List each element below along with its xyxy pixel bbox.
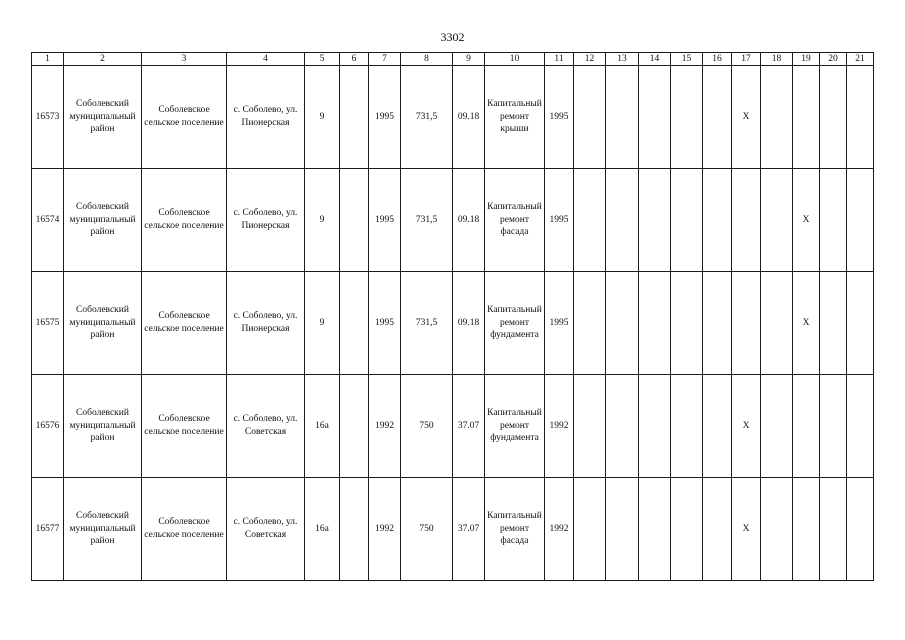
column-9-cell: 37.07	[453, 478, 485, 581]
column-21-cell	[847, 169, 874, 272]
year-built-cell: 1995	[369, 169, 401, 272]
table-row	[32, 169, 874, 272]
area-cell: 731,5	[401, 66, 453, 169]
column-15-cell	[671, 169, 703, 272]
column-15-cell	[671, 375, 703, 478]
house-number-cell: 9	[305, 272, 340, 375]
column-number: 5	[305, 53, 340, 66]
column-number: 18	[761, 53, 793, 66]
area-cell: 750	[401, 375, 453, 478]
house-number-cell: 9	[305, 66, 340, 169]
year-built-cell: 1992	[369, 375, 401, 478]
record-id-cell: 16575	[32, 272, 64, 375]
district-cell: Соболевский муниципальный район	[64, 478, 142, 581]
column-14-cell	[639, 375, 671, 478]
column-13-cell	[606, 375, 639, 478]
year-built-cell: 1995	[369, 66, 401, 169]
page-number: 3302	[440, 30, 465, 44]
column-13-cell	[606, 66, 639, 169]
column-6-cell	[340, 478, 369, 581]
table-row	[32, 66, 874, 169]
column-9-cell: 09.18	[453, 66, 485, 169]
work-type-cell: Капитальный ремонт крыши	[485, 66, 545, 169]
address-cell: с. Соболево, ул. Советская	[227, 375, 305, 478]
column-19-mark-cell	[793, 375, 820, 478]
column-16-cell	[703, 375, 732, 478]
column-12-cell	[574, 375, 606, 478]
column-18-cell	[761, 375, 793, 478]
column-9-cell: 37.07	[453, 375, 485, 478]
column-number: 8	[401, 53, 453, 66]
column-number: 1	[32, 53, 64, 66]
area-cell: 750	[401, 478, 453, 581]
column-number: 9	[453, 53, 485, 66]
column-21-cell	[847, 66, 874, 169]
column-number: 6	[340, 53, 369, 66]
column-15-cell	[671, 272, 703, 375]
column-11-cell: 1995	[545, 169, 574, 272]
address-cell: с. Соболево, ул. Пионерская	[227, 66, 305, 169]
column-17-mark-cell: X	[732, 375, 761, 478]
work-type-cell: Капитальный ремонт фасада	[485, 478, 545, 581]
column-18-cell	[761, 272, 793, 375]
column-number: 12	[574, 53, 606, 66]
settlement-cell: Соболевское сельское поселение	[142, 375, 227, 478]
record-id-cell: 16573	[32, 66, 64, 169]
column-6-cell	[340, 169, 369, 272]
column-number: 15	[671, 53, 703, 66]
table-row	[32, 478, 874, 581]
column-17-mark-cell: X	[732, 478, 761, 581]
column-18-cell	[761, 478, 793, 581]
column-14-cell	[639, 169, 671, 272]
column-19-mark-cell	[793, 478, 820, 581]
column-number: 7	[369, 53, 401, 66]
column-number: 11	[545, 53, 574, 66]
column-20-cell	[820, 478, 847, 581]
column-14-cell	[639, 272, 671, 375]
column-17-mark-cell	[732, 169, 761, 272]
column-number-row	[32, 53, 874, 66]
column-21-cell	[847, 375, 874, 478]
column-number: 21	[847, 53, 874, 66]
column-21-cell	[847, 478, 874, 581]
column-9-cell: 09.18	[453, 169, 485, 272]
column-21-cell	[847, 272, 874, 375]
column-11-cell: 1992	[545, 478, 574, 581]
column-13-cell	[606, 478, 639, 581]
column-20-cell	[820, 169, 847, 272]
column-20-cell	[820, 66, 847, 169]
column-11-cell: 1995	[545, 272, 574, 375]
district-cell: Соболевский муниципальный район	[64, 375, 142, 478]
column-19-mark-cell: X	[793, 169, 820, 272]
address-cell: с. Соболево, ул. Пионерская	[227, 169, 305, 272]
column-20-cell	[820, 375, 847, 478]
column-20-cell	[820, 272, 847, 375]
year-built-cell: 1995	[369, 272, 401, 375]
house-number-cell: 9	[305, 169, 340, 272]
column-13-cell	[606, 272, 639, 375]
house-number-cell: 16а	[305, 375, 340, 478]
column-12-cell	[574, 66, 606, 169]
address-cell: с. Соболево, ул. Пионерская	[227, 272, 305, 375]
district-cell: Соболевский муниципальный район	[64, 272, 142, 375]
house-number-cell: 16а	[305, 478, 340, 581]
column-number: 19	[793, 53, 820, 66]
column-number: 3	[142, 53, 227, 66]
column-16-cell	[703, 272, 732, 375]
column-number: 10	[485, 53, 545, 66]
column-16-cell	[703, 66, 732, 169]
record-id-cell: 16577	[32, 478, 64, 581]
column-6-cell	[340, 375, 369, 478]
column-number: 2	[64, 53, 142, 66]
column-18-cell	[761, 66, 793, 169]
column-18-cell	[761, 169, 793, 272]
table-row	[32, 272, 874, 375]
column-11-cell: 1995	[545, 66, 574, 169]
column-11-cell: 1992	[545, 375, 574, 478]
work-type-cell: Капитальный ремонт фасада	[485, 169, 545, 272]
work-type-cell: Капитальный ремонт фундамента	[485, 272, 545, 375]
address-cell: с. Соболево, ул. Советская	[227, 478, 305, 581]
settlement-cell: Соболевское сельское поселение	[142, 66, 227, 169]
work-type-cell: Капитальный ремонт фундамента	[485, 375, 545, 478]
register-table	[31, 52, 874, 581]
column-17-mark-cell	[732, 272, 761, 375]
column-19-mark-cell: X	[793, 272, 820, 375]
record-id-cell: 16576	[32, 375, 64, 478]
settlement-cell: Соболевское сельское поселение	[142, 272, 227, 375]
column-15-cell	[671, 66, 703, 169]
column-number: 14	[639, 53, 671, 66]
table-row	[32, 375, 874, 478]
column-16-cell	[703, 478, 732, 581]
column-number: 16	[703, 53, 732, 66]
record-id-cell: 16574	[32, 169, 64, 272]
column-number: 20	[820, 53, 847, 66]
column-6-cell	[340, 272, 369, 375]
settlement-cell: Соболевское сельское поселение	[142, 169, 227, 272]
district-cell: Соболевский муниципальный район	[64, 66, 142, 169]
area-cell: 731,5	[401, 169, 453, 272]
area-cell: 731,5	[401, 272, 453, 375]
column-number: 13	[606, 53, 639, 66]
column-6-cell	[340, 66, 369, 169]
column-15-cell	[671, 478, 703, 581]
column-17-mark-cell: X	[732, 66, 761, 169]
year-built-cell: 1992	[369, 478, 401, 581]
column-12-cell	[574, 169, 606, 272]
settlement-cell: Соболевское сельское поселение	[142, 478, 227, 581]
district-cell: Соболевский муниципальный район	[64, 169, 142, 272]
column-12-cell	[574, 478, 606, 581]
column-14-cell	[639, 66, 671, 169]
column-16-cell	[703, 169, 732, 272]
column-12-cell	[574, 272, 606, 375]
column-13-cell	[606, 169, 639, 272]
column-number: 17	[732, 53, 761, 66]
column-9-cell: 09.18	[453, 272, 485, 375]
column-19-mark-cell	[793, 66, 820, 169]
column-number: 4	[227, 53, 305, 66]
column-14-cell	[639, 478, 671, 581]
